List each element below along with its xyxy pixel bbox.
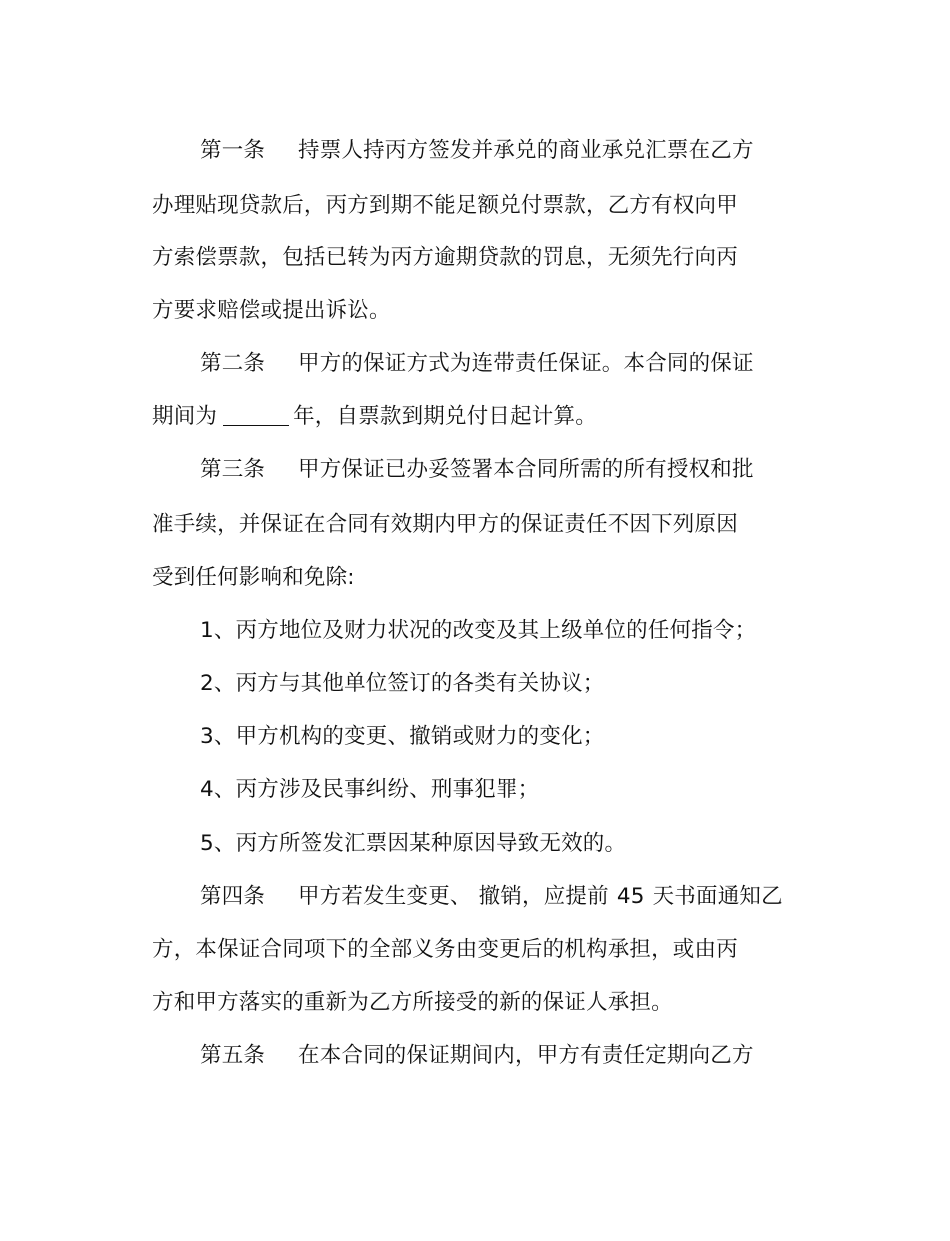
article-4-text-1-post: 天书面通知乙 [652,884,783,909]
article-3-line-3: 受到任何影响和免除: [152,565,355,590]
list-item: 5、丙方所签发汇票因某种原因导致无效的。 [200,831,627,856]
article-5-line-1 [200,1041,754,1071]
list-item: 2、丙方与其他单位签订的各类有关协议； [200,671,605,696]
article-4-line-3: 方和甲方落实的重新为乙方所接受的新的保证人承担。 [152,990,673,1015]
article-1-line-1 [200,136,754,166]
article-2-text-1: 甲方的保证方式为连带责任保证。本合同的保证 [298,351,754,376]
notice-days-number: 45 [616,884,645,909]
article-2-text-2-post: 年，自票款到期兑付日起计算。 [293,404,597,429]
article-4-label: 第四条 [200,884,266,909]
article-3-line-2: 准手续，并保证在合同有效期内甲方的保证责任不因下列原因 [152,512,738,537]
article-1-line-4: 方要求赔偿或提出诉讼。 [152,298,391,323]
article-1-label: 第一条 [200,138,266,163]
article-2-text-2-pre: 期间为 [152,404,218,429]
article-1-line-2: 办理贴现贷款后，丙方到期不能足额兑付票款，乙方有权向甲 [152,193,738,218]
article-2-label: 第二条 [200,351,266,376]
article-4-text-1-pre: 甲方若发生变更、 撤销，应提前 [298,884,609,909]
list-item: 4、丙方涉及民事纠纷、刑事犯罪； [200,777,540,802]
article-5-label: 第五条 [200,1043,266,1068]
article-2-line-1 [200,349,754,379]
list-item: 1、丙方地位及财力状况的改变及其上级单位的任何指令； [200,618,757,643]
article-1-line-3: 方索偿票款，包括已转为丙方逾期贷款的罚息，无须先行向丙 [152,245,738,270]
article-3-line-1 [200,455,754,485]
article-4-line-1 [200,882,783,912]
article-2-line-2 [152,402,597,432]
list-item: 3、甲方机构的变更、撤销或财力的变化； [200,724,605,749]
term-years-blank[interactable] [223,403,289,426]
article-5-text-1: 在本合同的保证期间内，甲方有责任定期向乙方 [298,1043,754,1068]
article-3-text-1: 甲方保证已办妥签署本合同所需的所有授权和批 [298,457,754,482]
article-3-label: 第三条 [200,457,266,482]
article-1-text-1: 持票人持丙方签发并承兑的商业承兑汇票在乙方 [298,138,754,163]
article-4-line-2: 方，本保证合同项下的全部义务由变更后的机构承担，或由丙 [152,937,738,962]
